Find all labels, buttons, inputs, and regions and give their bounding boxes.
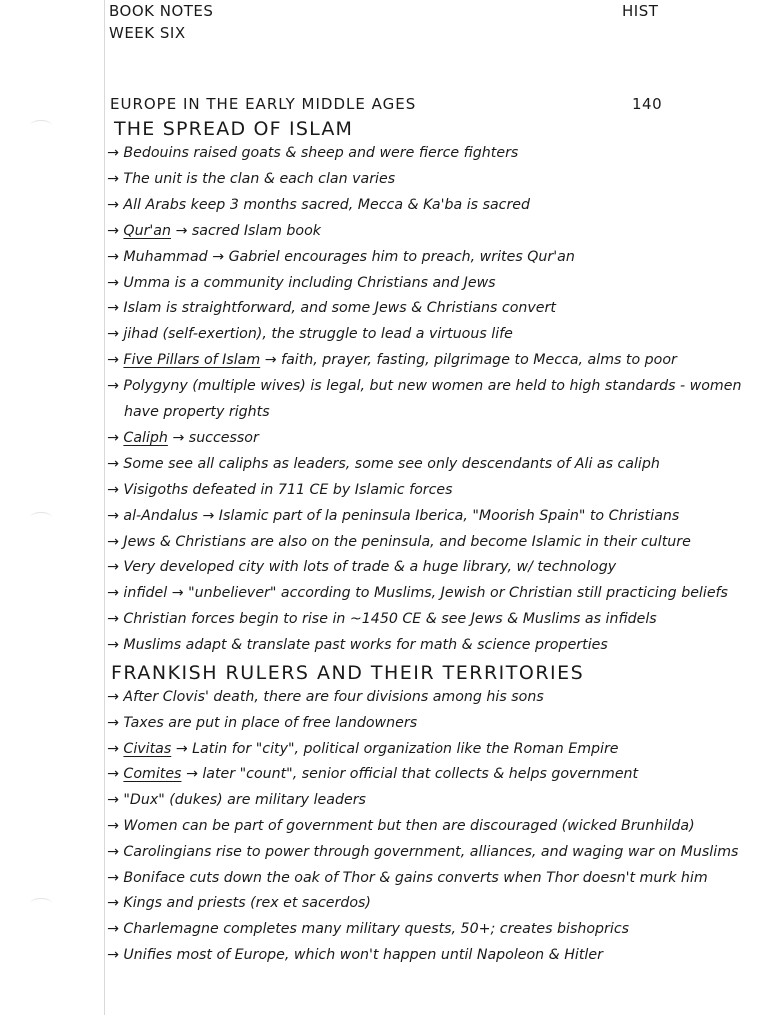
note-term: Caliph: [123, 429, 168, 446]
note-definition: → sacred Islam book: [170, 222, 321, 239]
note-arrow: →: [107, 352, 124, 369]
note-definition: → Latin for "city", political organization like the Roman Empire: [171, 740, 619, 757]
note-line: → al-Andalus → Islamic part of la peninsula Iberica, "Moorish Spain" to Christians: [107, 507, 680, 524]
note-line: → "Dux" (dukes) are military leaders: [107, 792, 366, 809]
section-heading-frankish: FRANKISH RULERS AND THEIR TERRITORIES: [111, 662, 585, 684]
notes-title: BOOK NOTES: [109, 2, 214, 20]
note-line: → Polygyny (multiple wives) is legal, but new women are held to high standards - women: [107, 378, 742, 395]
notes-week: WEEK SIX: [109, 24, 186, 42]
note-line: → Muhammad → Gabriel encourages him to preach, writes Qur'an: [107, 248, 575, 265]
note-line: → jihad (self-exertion), the struggle to lead a virtuous life: [107, 326, 513, 343]
note-line: → Islam is straightforward, and some Jews & Christians convert: [107, 300, 556, 317]
note-definition: → successor: [167, 429, 259, 446]
note-line: → Jews & Christians are also on the peninsula, and become Islamic in their culture: [107, 533, 691, 550]
note-line: → Charlemagne completes many military quests, 50+; creates bishoprics: [107, 921, 630, 938]
note-line: → Unifies most of Europe, which won't happen until Napoleon & Hitler: [107, 947, 603, 963]
note-line: → Some see all caliphs as leaders, some see only descendants of Ali as caliph: [107, 455, 660, 472]
notebook-margin-line: [104, 0, 105, 1015]
note-line: → The unit is the clan & each clan varies: [107, 170, 396, 187]
note-line: → infidel → "unbeliever" according to Muslims, Jewish or Christian still practicing beliefs: [107, 585, 728, 602]
note-line: → Bedouins raised goats & sheep and were fierce fighters: [107, 145, 519, 161]
note-term: Comites: [123, 766, 182, 783]
note-arrow: →: [107, 222, 124, 239]
note-arrow: →: [107, 429, 124, 446]
note-line: → Visigoths defeated in 711 CE by Islamic forces: [107, 481, 453, 498]
notebook-hole-mark: [30, 512, 52, 523]
note-definition: → faith, prayer, fasting, pilgrimage to Mecca, alms to poor: [260, 352, 677, 369]
note-line: [107, 742, 619, 756]
note-line: → Muslims adapt & translate past works for math & science properties: [107, 637, 608, 654]
note-line: [107, 767, 638, 781]
note-line: have property rights: [124, 404, 270, 420]
section-heading-islam: THE SPREAD OF ISLAM: [114, 118, 354, 140]
note-line: [107, 353, 677, 367]
note-line: → All Arabs keep 3 months sacred, Mecca & Ka'ba is sacred: [107, 196, 531, 213]
note-line: → After Clovis' death, there are four divisions among his sons: [107, 689, 544, 705]
notebook-hole-mark: [30, 898, 52, 909]
note-term: Five Pillars of Islam: [123, 352, 261, 369]
note-line: → Boniface cuts down the oak of Thor & gains converts when Thor doesn't murk him: [107, 869, 708, 886]
note-line: → Umma is a community including Christians and Jews: [107, 274, 496, 291]
note-term: Qur'an: [123, 222, 171, 239]
note-line: [107, 224, 321, 238]
note-arrow: →: [107, 766, 124, 783]
notebook-hole-mark: [30, 120, 52, 131]
note-line: [107, 431, 259, 445]
note-definition: → later "count", senior official that collects & helps government: [181, 766, 639, 783]
page-number: 140: [632, 95, 663, 113]
note-arrow: →: [107, 740, 124, 757]
chapter-title: EUROPE IN THE EARLY MIDDLE AGES: [110, 95, 417, 113]
note-line: → Taxes are put in place of free landowners: [107, 714, 418, 731]
note-line: → Christian forces begin to rise in ~1450 CE & see Jews & Muslims as infidels: [107, 611, 657, 628]
note-line: → Women can be part of government but then are discouraged (wicked Brunhilda): [107, 818, 695, 834]
note-line: → Carolingians rise to power through government, alliances, and waging war on Muslims: [107, 843, 739, 860]
subject-label: HIST: [622, 2, 659, 20]
note-line: → Kings and priests (rex et sacerdos): [107, 895, 371, 912]
note-term: Civitas: [123, 740, 172, 757]
note-line: → Very developed city with lots of trade & a huge library, w/ technology: [107, 559, 617, 576]
